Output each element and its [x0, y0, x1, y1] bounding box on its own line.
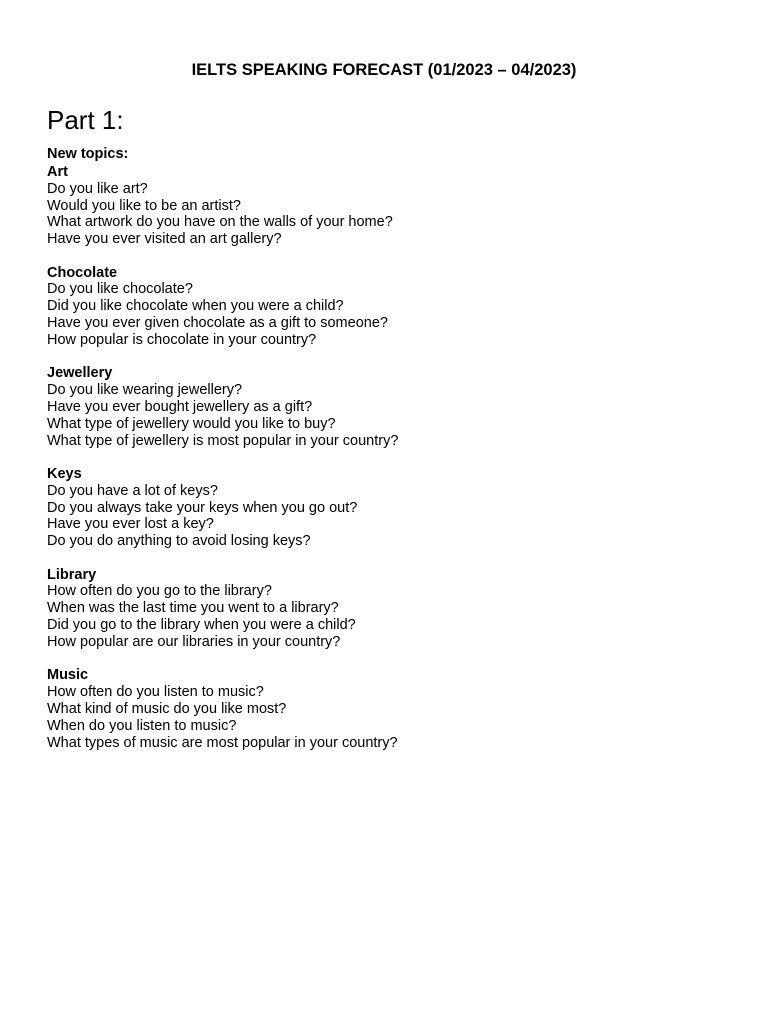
question-item: Have you ever lost a key?: [47, 516, 214, 533]
question-item: How often do you listen to music?: [47, 684, 264, 701]
question-item: Have you ever given chocolate as a gift to someone?: [47, 315, 388, 332]
question-list: [47, 281, 727, 348]
topic-library: [47, 567, 727, 651]
document-title: IELTS SPEAKING FORECAST (01/2023 – 04/2023): [191, 61, 577, 79]
topics-list: [47, 164, 727, 768]
question-item: What artwork do you have on the walls of your home?: [47, 214, 393, 231]
question-item: How often do you go to the library?: [47, 583, 272, 600]
question-item: When was the last time you went to a library?: [47, 600, 339, 617]
new-topics-label: New topics:: [47, 146, 129, 162]
topic-title: Jewellery: [47, 365, 113, 382]
question-item: How popular are our libraries in your country?: [47, 633, 341, 650]
question-item: What type of jewellery would you like to buy?: [47, 415, 336, 432]
question-list: [47, 181, 727, 248]
question-item: Do you like art?: [47, 180, 148, 197]
question-item: Do you like wearing jewellery?: [47, 382, 243, 399]
question-item: Do you have a lot of keys?: [47, 482, 218, 499]
question-item: What kind of music do you like most?: [47, 700, 287, 717]
question-item: Have you ever visited an art gallery?: [47, 231, 282, 248]
topic-jewellery: [47, 365, 727, 449]
question-list: [47, 483, 727, 550]
question-item: Do you do anything to avoid losing keys?: [47, 533, 311, 550]
topic-art: [47, 164, 727, 248]
question-item: What types of music are most popular in your country?: [47, 734, 398, 751]
topic-music: [47, 667, 727, 751]
question-item: Do you like chocolate?: [47, 281, 193, 298]
question-item: What type of jewellery is most popular in your country?: [47, 432, 399, 449]
topic-title: Chocolate: [47, 264, 118, 281]
question-item: Would you like to be an artist?: [47, 197, 241, 214]
question-item: How popular is chocolate in your country?: [47, 331, 317, 348]
question-item: Do you always take your keys when you go out?: [47, 499, 358, 516]
topic-title: Music: [47, 667, 89, 684]
topic-keys: [47, 466, 727, 550]
question-item: Have you ever bought jewellery as a gift?: [47, 398, 313, 415]
topic-title: Library: [47, 566, 97, 583]
question-item: Did you like chocolate when you were a child?: [47, 298, 344, 315]
question-list: [47, 382, 727, 449]
part-heading: Part 1:: [47, 105, 124, 135]
question-list: [47, 684, 727, 751]
question-item: When do you listen to music?: [47, 717, 237, 734]
topic-title: Keys: [47, 466, 82, 483]
question-list: [47, 583, 727, 650]
topic-title: Art: [47, 164, 68, 180]
question-item: Did you go to the library when you were a child?: [47, 617, 356, 634]
topic-chocolate: [47, 265, 727, 349]
